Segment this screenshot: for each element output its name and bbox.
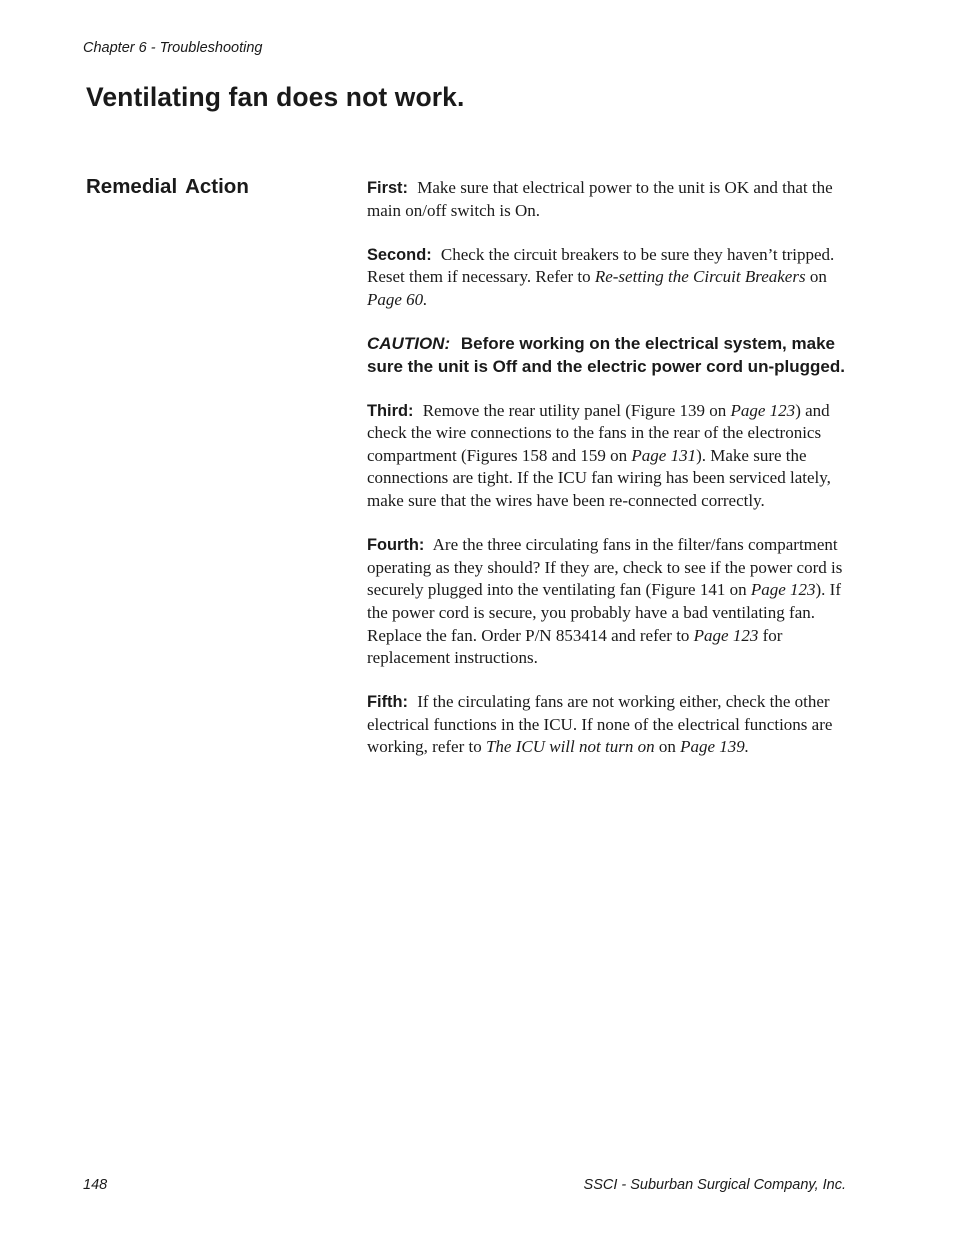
caution-text: Before working on the electrical system, make sure the unit is Off and the electric power cord un-plugged.: [367, 333, 845, 376]
caution-label: CAUTION:: [367, 333, 451, 353]
step-fourth-page-link-1[interactable]: Page 123: [750, 580, 816, 600]
step-fifth: [367, 691, 849, 759]
step-fifth-page-link[interactable]: Page 139.: [680, 737, 750, 757]
step-second-page-link[interactable]: Page 60.: [367, 289, 428, 309]
step-third-page-link-2[interactable]: Page 131: [631, 445, 697, 465]
step-fifth-text-2: on: [654, 737, 681, 757]
step-third-text-3: ). Make sure the connections are tight. If the ICU fan wiring has been serviced lately, make sure that the wires have been re-connected correctly.: [367, 445, 831, 511]
step-third-text-2: ) and check the wire connections to the fans in the rear of the electronics compartment (Figures 158 and 159 on: [367, 400, 830, 465]
step-second-ref-link[interactable]: Re-setting the Circuit Breakers: [594, 267, 806, 287]
step-third-page-link-1[interactable]: Page 123: [730, 400, 796, 420]
step-fifth-text: If the circulating fans are not working either, check the other electrical functions in the ICU. If none of the electrical functions are working, refer to: [367, 692, 833, 757]
step-third: [367, 400, 849, 513]
step-second: [367, 244, 849, 312]
step-first-text: Make sure that electrical power to the unit is OK and that the main on/off switch is On.: [367, 178, 833, 220]
body-column: [367, 177, 849, 780]
step-fifth-ref-link[interactable]: The ICU will not turn on: [485, 737, 655, 757]
step-fourth-label: Fourth:: [367, 536, 425, 555]
step-fourth-text: Are the three circulating fans in the filter/fans compartment operating as they should? If they are, check to see if the power cord is securely plugged into the ventilating fan (Figure 141 on: [367, 535, 843, 600]
footer-company: SSCI - Suburban Surgical Company, Inc.: [583, 1177, 846, 1193]
step-first-label: First:: [367, 179, 408, 197]
step-third-label: Third:: [367, 401, 414, 420]
step-second-text-2: on: [805, 267, 827, 287]
step-fourth-text-3: for replacement instructions.: [367, 625, 783, 668]
section-heading: Remedial Action: [86, 175, 249, 198]
step-third-text: Remove the rear utility panel (Figure 139 on: [422, 400, 731, 420]
step-first: [367, 177, 849, 222]
page-title: Ventilating fan does not work.: [86, 82, 465, 112]
footer-page-number: 148: [83, 1177, 108, 1193]
caution-note: [367, 333, 849, 378]
step-second-label: Second:: [367, 245, 432, 264]
step-fourth: [367, 534, 849, 670]
step-fourth-page-link-2[interactable]: Page 123: [693, 625, 759, 645]
running-header: Chapter 6 - Troubleshooting: [83, 40, 263, 56]
step-fourth-text-2: ). If the power cord is secure, you probably have a bad ventilating fan. Replace the fan. Order P/N 853414 and refer to: [367, 580, 841, 645]
step-second-text: Check the circuit breakers to be sure they haven’t tripped. Reset them if necessary. Refer to: [367, 244, 835, 287]
step-fifth-label: Fifth:: [367, 693, 408, 712]
